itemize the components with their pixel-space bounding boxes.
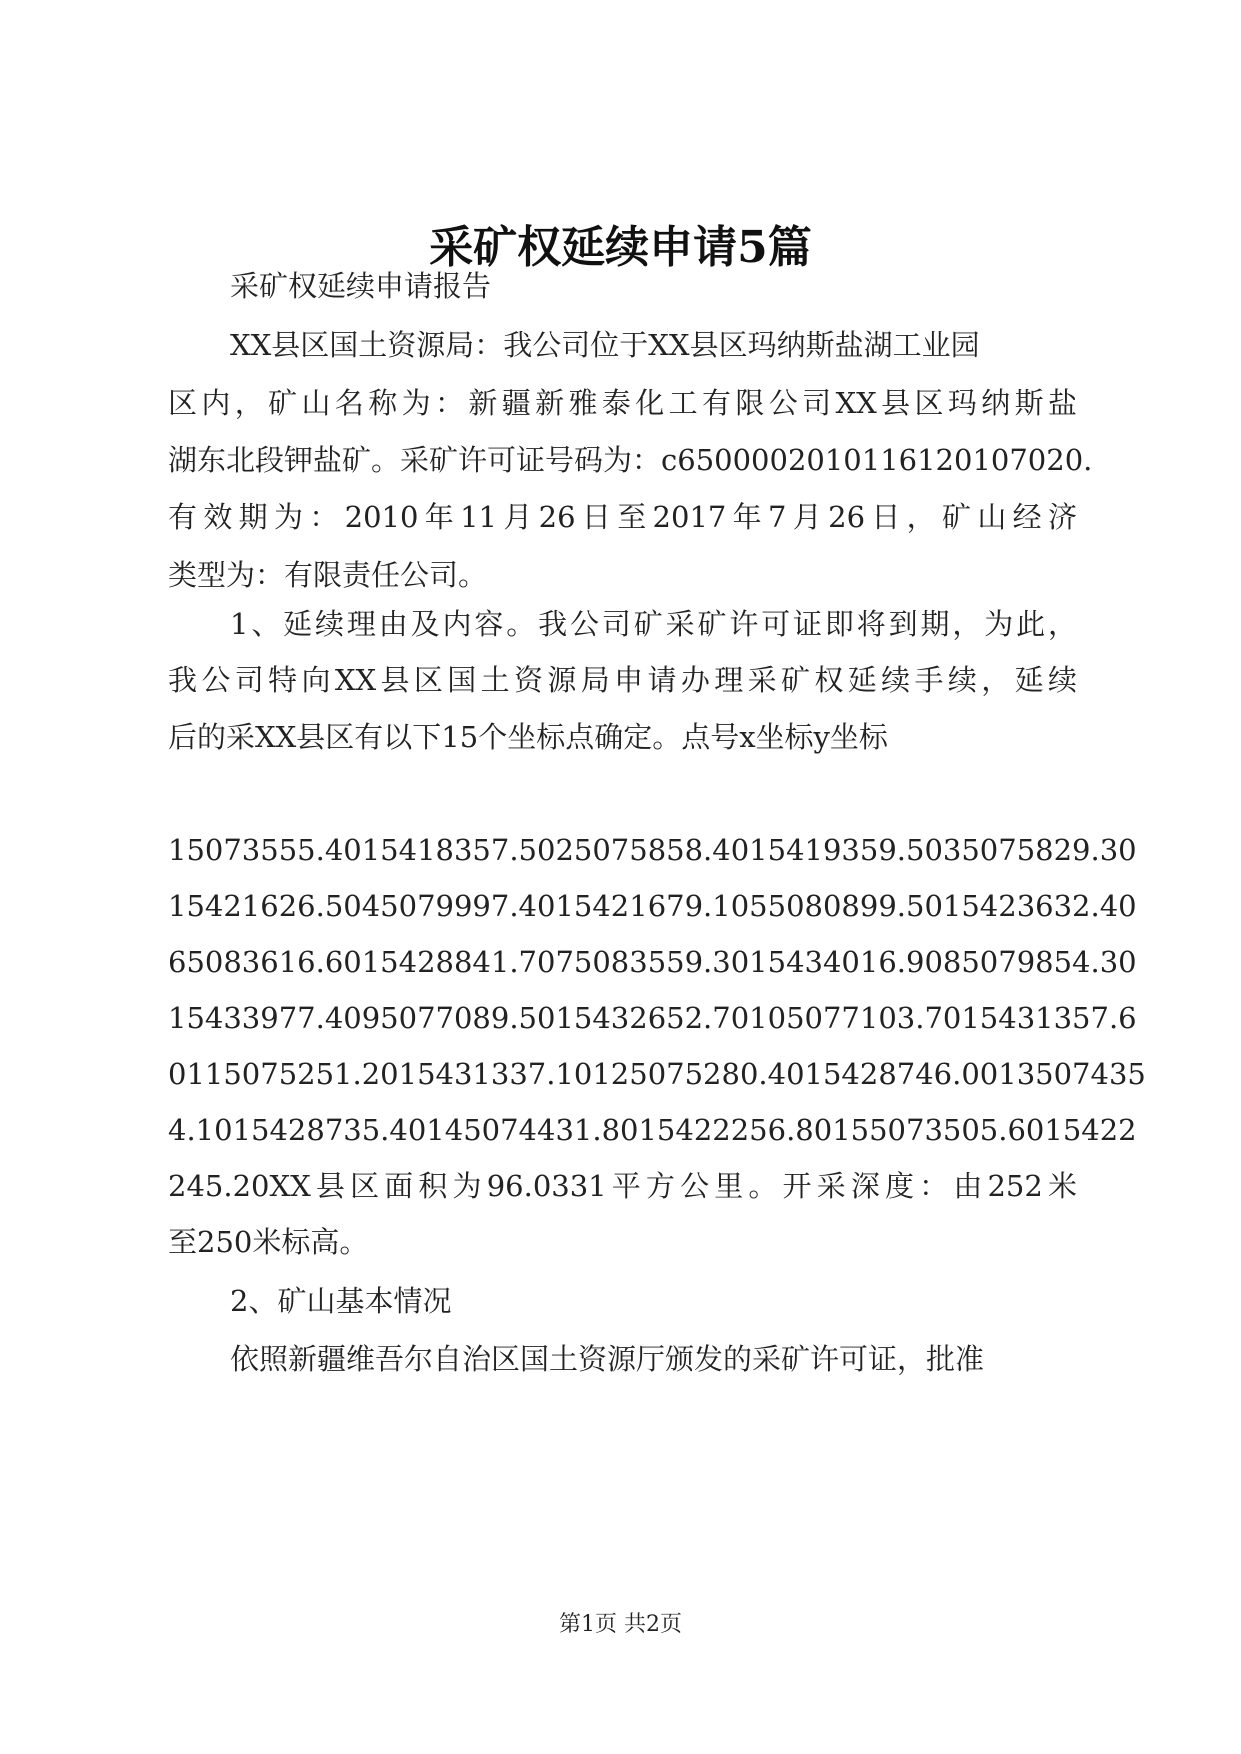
paragraph-line: 我公司特向XX县区国土资源局申请办理采矿权延续手续，延续 [168,663,1077,697]
coordinate-line: 至250米标高。 [168,1225,369,1259]
section-heading: 2、矿山基本情况 [230,1284,452,1318]
paragraph-line: 区内，矿山名称为：新疆新雅泰化工有限公司XX县区玛纳斯盐 [168,386,1077,420]
paragraph-line: 依照新疆维吾尔自治区国土资源厅颁发的采矿许可证，批准 [230,1342,985,1376]
paragraph-line: 有效期为：2010年11月26日至2017年7月26日，矿山经济 [168,500,1077,534]
coordinate-line: 245.20XX县区面积为96.0331平方公里。开采深度：由252米 [168,1169,1077,1203]
paragraph-line: 湖东北段钾盐矿。采矿许可证号码为：c6500002010116120107020. [168,443,1093,477]
paragraph-line: XX县区国土资源局：我公司位于XX县区玛纳斯盐湖工业园 [230,328,980,362]
coordinate-line: 15421626.5045079997.4015421679.1055080899.5015423632.40 [168,889,1137,923]
coordinate-line: 65083616.6015428841.7075083559.3015434016.9085079854.30 [168,945,1137,979]
coordinate-line: 15433977.4095077089.5015432652.70105077103.7015431357.6 [168,1001,1137,1035]
page-number: 第1页 共2页 [559,1612,682,1637]
coordinate-line: 0115075251.2015431337.10125075280.4015428746.0013507435 [168,1057,1146,1091]
paragraph-line: 后的采XX县区有以下15个坐标点确定。点号x坐标y坐标 [168,720,888,754]
coordinate-line: 4.1015428735.40145074431.8015422256.80155073505.6015422 [168,1113,1137,1147]
coordinate-line: 15073555.4015418357.5025075858.4015419359.5035075829.30 [168,833,1137,867]
paragraph-line: 类型为：有限责任公司。 [168,558,488,592]
paragraph-line: 1、延续理由及内容。我公司矿采矿许可证即将到期，为此， [230,607,1077,641]
subtitle-line: 采矿权延续申请报告 [230,269,492,303]
document-title: 采矿权延续申请5篇 [429,222,812,273]
